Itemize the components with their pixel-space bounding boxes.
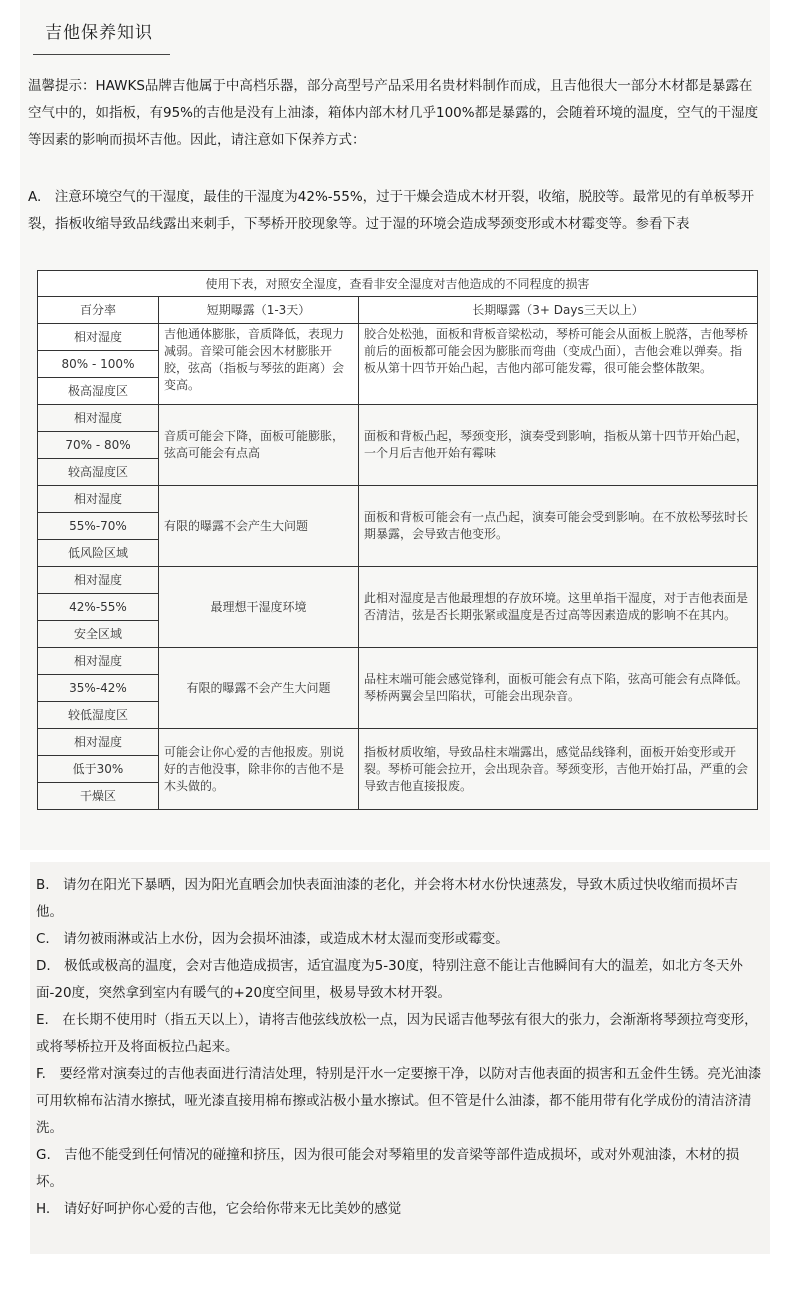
header-short-exposure: 短期曝露（1-3天） [159,297,359,324]
table-row [38,729,758,756]
long-exposure-cell: 面板和背板可能会有一点凸起，演奏可能会受到影响。在不放松琴弦时长期暴露，会导致吉他变形。 [359,486,758,567]
short-exposure-cell: 吉他通体膨胀，音质降低，表现力减弱。音梁可能会因木材膨胀开胶，弦高（指板与琴弦的距离）会变高。 [159,324,359,405]
instruction-c: C. 请勿被雨淋或沾上水份，因为会损坏油漆，或造成木材太湿而变形或霉变。 [36,931,509,947]
row-label: 相对湿度 [38,486,159,513]
short-exposure-cell: 有限的曝露不会产生大问题 [159,648,359,729]
humidity-table [37,270,758,810]
section-a-paragraph: A. 注意环境空气的干湿度，最佳的干湿度为42%-55%，过于干燥会造成木材开裂，收缩，脱胶等。最常见的有单板琴开裂，指板收缩导致品线露出来刺手，下琴桥开胶现象等。过于湿的环境会造成琴颈变形或木材霉变等。参看下表 [28,189,755,232]
long-exposure-cell: 面板和背板凸起，琴颈变形，演奏受到影响，指板从第十四节开始凸起，一个月后吉他开始有霉味 [359,405,758,486]
short-exposure-cell: 音质可能会下降，面板可能膨胀，弦高可能会有点高 [159,405,359,486]
row-range: 35%-42% [38,675,159,702]
title-underline [33,54,170,55]
row-label: 相对湿度 [38,567,159,594]
page-title: 吉他保养知识 [45,23,153,43]
row-range: 70% - 80% [38,432,159,459]
row-zone: 低风险区域 [38,540,159,567]
header-percent: 百分率 [38,297,159,324]
table-caption: 使用下表，对照安全湿度，查看非安全湿度对吉他造成的不同程度的损害 [38,271,758,297]
care-instructions-list [36,872,764,1223]
instruction-e: E. 在长期不使用时（指五天以上），请将吉他弦线放松一点，因为民谣吉他琴弦有很大的张力，会渐渐将琴颈拉弯变形，或将琴桥拉开及将面板拉凸起来。 [36,1012,758,1055]
table-row [38,567,758,594]
header-long-exposure: 长期曝露（3+ Days三天以上） [359,297,758,324]
row-zone: 干燥区 [38,783,159,810]
row-zone: 极高湿度区 [38,378,159,405]
row-range: 55%-70% [38,513,159,540]
short-exposure-cell: 有限的曝露不会产生大问题 [159,486,359,567]
instruction-d: D. 极低或极高的温度，会对吉他造成损害，适宜温度为5-30度，特别注意不能让吉他瞬间有大的温差，如北方冬天外面-20度，突然拿到室内有暖气的+20度空间里，极易导致木材开裂。 [36,958,743,1001]
instruction-f: F. 要经常对演奏过的吉他表面进行清洁处理，特别是汗水一定要擦干净，以防对吉他表面的损害和五金件生锈。亮光油漆可用软棉布沾清水擦拭，哑光漆直接用棉布擦或沾极小量水擦试。但不管是什么油漆，都不能用带有化学成份的清洁济清洗。 [36,1066,762,1136]
row-label: 相对湿度 [38,729,159,756]
row-range: 低于30% [38,756,159,783]
row-label: 相对湿度 [38,324,159,351]
row-zone: 较低湿度区 [38,702,159,729]
table-row [38,648,758,675]
long-exposure-cell: 此相对湿度是吉他最理想的存放环境。这里单指干湿度，对于吉他表面是否清洁，弦是否长期张紧或温度是否过高等因素造成的影响不在其内。 [359,567,758,648]
instruction-g: G. 吉他不能受到任何情况的碰撞和挤压，因为很可能会对琴箱里的发音梁等部件造成损坏，或对外观油漆，木材的损坏。 [36,1147,740,1190]
row-range: 80% - 100% [38,351,159,378]
table-row [38,324,758,351]
long-exposure-cell: 品柱末端可能会感觉锋利，面板可能会有点下陷，弦高可能会有点降低。琴桥两翼会呈凹陷状，可能会出现杂音。 [359,648,758,729]
table-row [38,405,758,432]
notice-paragraph: 温馨提示：HAWKS品牌吉他属于中高档乐器，部分高型号产品采用名贵材料制作而成，且吉他很大一部分木材都是暴露在空气中的，如指板，有95%的吉他是没有上油漆，箱体内部木材几乎100%都是暴露的，会随着环境的温度，空气的干湿度等因素的影响而损坏吉他。因此，请注意如下保养方式： [28,78,759,148]
row-zone: 安全区域 [38,621,159,648]
row-label: 相对湿度 [38,405,159,432]
long-exposure-cell: 胶合处松弛，面板和背板音梁松动，琴桥可能会从面板上脱落，吉他琴桥前后的面板都可能会因为膨胀而弯曲（变成凸面），吉他会难以弹奏。指板从第十四节开始凸起，吉他内部可能发霉，很可能会整体散架。 [359,324,758,405]
long-exposure-cell: 指板材质收缩，导致品柱末端露出，感觉品线锋利，面板开始变形或开裂。琴桥可能会拉开，会出现杂音。琴颈变形，吉他开始打品，严重的会导致吉他直接报废。 [359,729,758,810]
row-zone: 较高湿度区 [38,459,159,486]
short-exposure-cell: 可能会让你心爱的吉他报废。别说好的吉他没事，除非你的吉他不是木头做的。 [159,729,359,810]
row-label: 相对湿度 [38,648,159,675]
instruction-h: H. 请好好呵护你心爱的吉他，它会给你带来无比美妙的感觉 [36,1201,402,1217]
table-row [38,486,758,513]
short-exposure-cell: 最理想干湿度环境 [159,567,359,648]
instruction-b: B. 请勿在阳光下暴晒，因为阳光直晒会加快表面油漆的老化，并会将木材水份快速蒸发，导致木质过快收缩而损坏吉他。 [36,877,739,920]
row-range: 42%-55% [38,594,159,621]
